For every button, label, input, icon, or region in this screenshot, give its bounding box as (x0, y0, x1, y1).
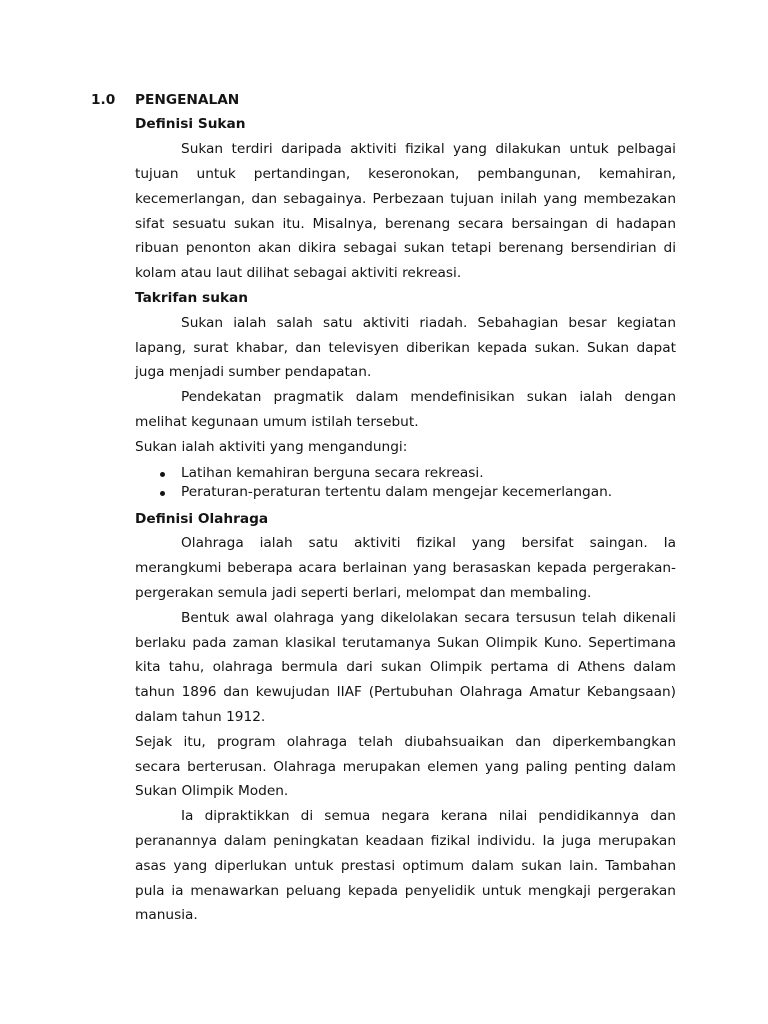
paragraph-line: kecemerlangan, dan sebagainya. Perbezaan tujuan inilah yang membezakan (135, 190, 676, 207)
subheading-takrifan-sukan: Takrifan sukan (135, 289, 249, 306)
paragraph-line: pergerakan semula jadi seperti berlari, melompat dan membaling. (135, 584, 592, 601)
paragraph-olahraga-4 (135, 804, 676, 928)
paragraph-olahraga-3 (135, 730, 676, 804)
paragraph-line: manusia. (135, 907, 198, 924)
paragraph-line: secara berterusan. Olahraga merupakan elemen yang paling penting dalam (135, 758, 676, 775)
paragraph-line: kolam atau laut dilihat sebagai aktiviti rekreasi. (135, 265, 462, 282)
paragraph-takrifan-2 (135, 385, 676, 435)
list-item-text: Peraturan-peraturan tertentu dalam mengejar kecemerlangan. (181, 483, 613, 500)
paragraph-olahraga-1 (135, 531, 676, 605)
paragraph-line: tujuan untuk pertandingan, keseronokan, pembangunan, kemahiran, (135, 165, 676, 182)
paragraph-line: Pendekatan pragmatik dalam mendefinisikan sukan ialah dengan (181, 389, 676, 406)
paragraph-line: merangkumi beberapa acara berlainan yang berasaskan kepada pergerakan- (135, 560, 676, 577)
list-item (135, 483, 676, 502)
paragraph-line: asas yang diperlukan untuk prestasi optimum dalam sukan lain. Tambahan (135, 857, 676, 874)
paragraph-line: juga menjadi sumber pendapatan. (135, 364, 372, 381)
subheading-definisi-olahraga: Definisi Olahraga (135, 510, 269, 527)
paragraph-line: pula ia menawarkan peluang kepada penyelidik untuk mengkaji pergerakan (135, 882, 676, 899)
paragraph-line: Bentuk awal olahraga yang dikelolakan secara tersusun telah dikenali (181, 609, 676, 626)
document-body (91, 88, 676, 929)
section-heading (91, 88, 676, 113)
paragraph-line: Sukan Olimpik Moden. (135, 783, 289, 800)
paragraph-line: Sejak itu, program olahraga telah diubahsuaikan dan diperkembangkan (135, 733, 676, 750)
bullet-icon (160, 491, 165, 496)
paragraph-line: Sukan terdiri daripada aktiviti fizikal yang dilakukan untuk pelbagai (181, 141, 676, 158)
list-item-text: Latihan kemahiran berguna secara rekreasi. (181, 464, 484, 481)
section-title: PENGENALAN (135, 91, 240, 108)
list-item (135, 464, 676, 483)
paragraph-line: peranannya dalam peningkatan keadaan fizikal individu. Ia juga merupakan (135, 832, 676, 849)
bullet-icon (160, 472, 165, 477)
paragraph-line: Sukan ialah salah satu aktiviti riadah. Sebahagian besar kegiatan (181, 314, 676, 331)
paragraph-line: melihat kegunaan umum istilah tersebut. (135, 413, 419, 430)
paragraph-line: ribuan penonton akan dikira sebagai sukan tetapi berenang bersendirian di (135, 240, 676, 257)
paragraph-line: tahun 1896 dan kewujudan IIAF (Pertubuhan Olahraga Amatur Kebangsaan) (135, 684, 676, 701)
paragraph-line: sifat sesuatu sukan itu. Misalnya, berenang secara bersaingan di hadapan (135, 215, 676, 232)
bullet-list (135, 464, 676, 502)
list-intro: Sukan ialah aktiviti yang mengandungi: (135, 438, 408, 455)
paragraph-line: kita tahu, olahraga bermula dari sukan Olimpik pertama di Athens dalam (135, 659, 676, 676)
paragraph-line: berlaku pada zaman klasikal terutamanya Sukan Olimpik Kuno. Sepertimana (135, 634, 676, 651)
paragraph-line: dalam tahun 1912. (135, 708, 266, 725)
paragraph-definisi-sukan (135, 137, 676, 286)
paragraph-line: Ia dipraktikkan di semua negara kerana nilai pendidikannya dan (181, 808, 676, 825)
paragraph-takrifan-1 (135, 311, 676, 385)
section-number: 1.0 (91, 91, 116, 108)
paragraph-line: Olahraga ialah satu aktiviti fizikal yang bersifat saingan. Ia (181, 535, 676, 552)
paragraph-line: lapang, surat khabar, dan televisyen diberikan kepada sukan. Sukan dapat (135, 339, 676, 356)
subheading-definisi-sukan: Definisi Sukan (135, 116, 246, 133)
paragraph-olahraga-2 (135, 606, 676, 730)
